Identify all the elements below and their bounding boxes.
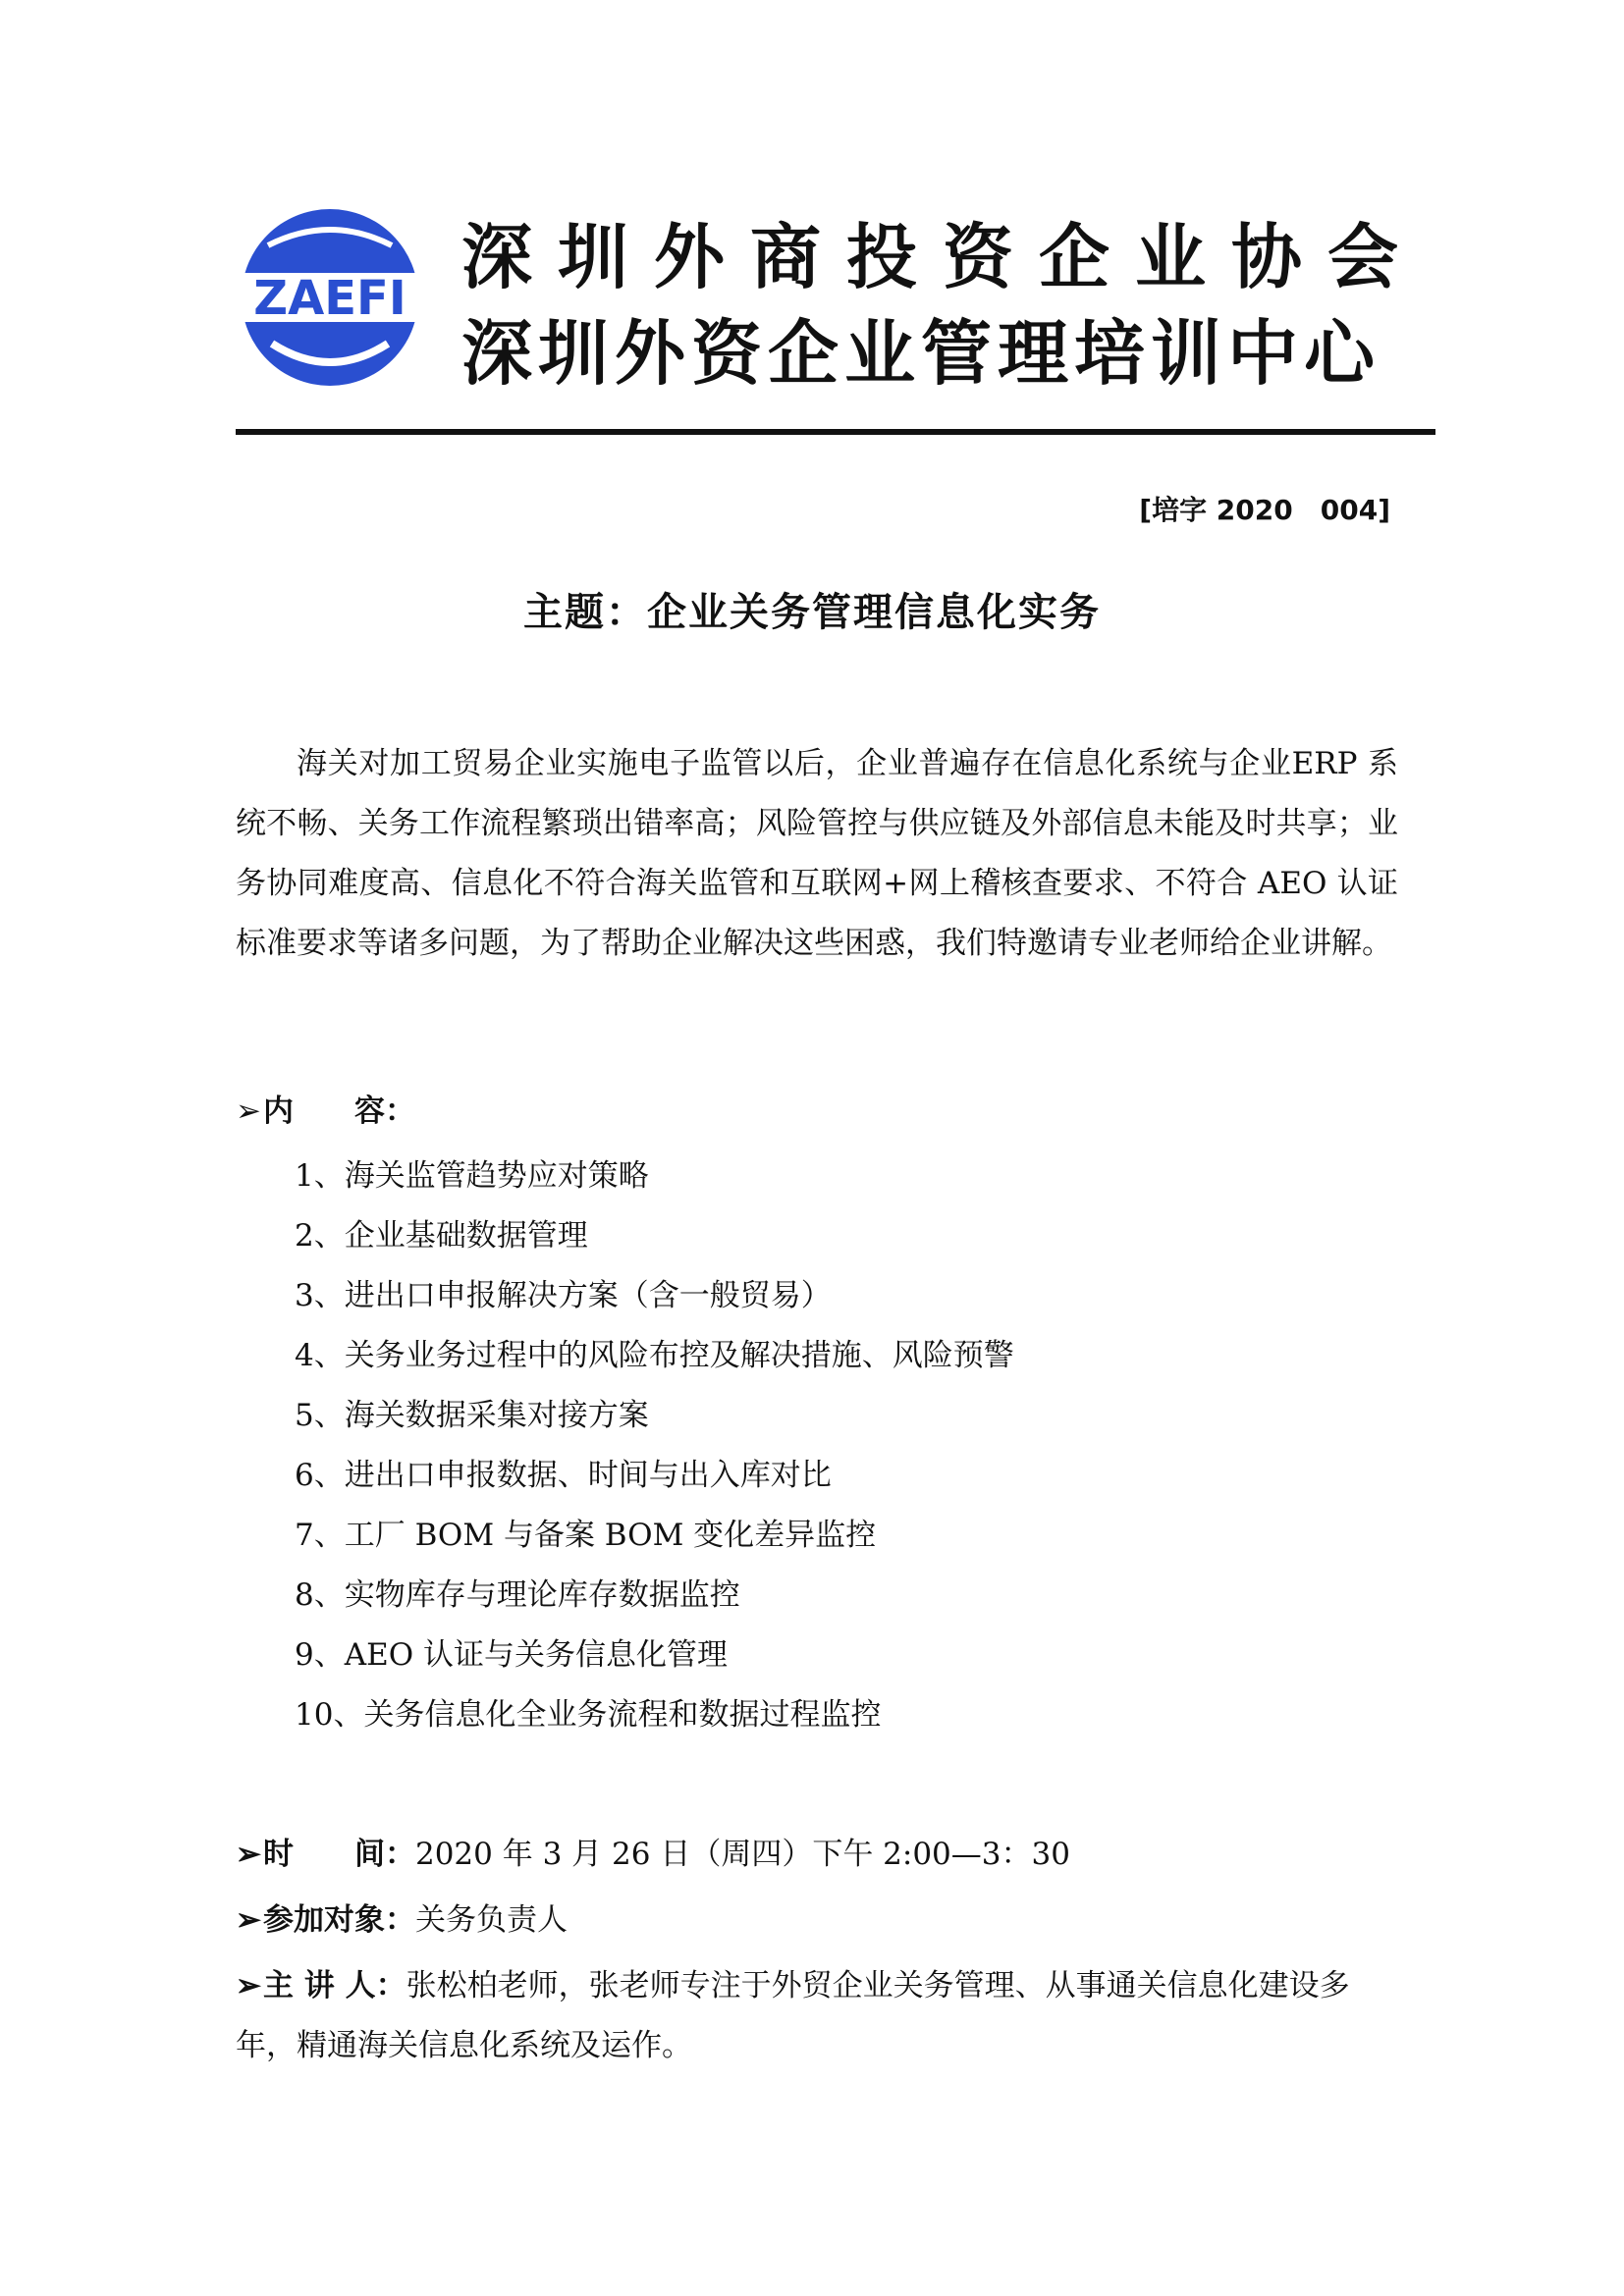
speaker-value: 张松柏老师，张老师专注于外贸企业关务管理、从事通关信息化建设多年，精通海关信息化系统及运作。 [236, 1968, 1350, 2063]
org-name-primary: 深圳外商投资企业协会 [461, 216, 1425, 298]
arrow-bullet-icon: ➢ [236, 1902, 261, 1938]
audience-row [236, 1891, 1398, 1950]
audience-value: 关务负责人 [414, 1902, 568, 1938]
list-item: 2、企业基础数据管理 [295, 1218, 588, 1254]
content-heading [236, 1092, 415, 1131]
list-item: 7、工厂 BOM 与备案 BOM 变化差异监控 [295, 1518, 877, 1553]
list-item: 9、AEO 认证与关务信息化管理 [295, 1637, 729, 1673]
time-label: 时 间： [262, 1837, 415, 1872]
arrow-bullet-icon: ➢ [236, 1094, 261, 1129]
org-name-secondary: 深圳外资企业管理培训中心 [461, 312, 1381, 395]
list-item: 6、进出口申报数据、时间与出入库对比 [295, 1458, 832, 1493]
logo-text: ZAEFI [253, 271, 406, 326]
speaker-row [236, 1956, 1398, 2076]
document-subject: 主题：企业关务管理信息化实务 [523, 590, 1101, 635]
list-item: 5、海关数据采集对接方案 [295, 1398, 649, 1433]
content-list [295, 1147, 1014, 1745]
content-label: 内 容： [262, 1094, 415, 1129]
list-item: 1、海关监管趋势应对策略 [295, 1158, 649, 1194]
audience-label: 参加对象： [262, 1902, 415, 1938]
header-rule [236, 429, 1435, 435]
list-item: 3、进出口申报解决方案（含一般贸易） [295, 1278, 832, 1313]
arrow-bullet-icon: ➢ [236, 1968, 261, 2003]
zaefi-logo [239, 206, 421, 389]
list-item: 10、关务信息化全业务流程和数据过程监控 [295, 1697, 882, 1733]
arrow-bullet-icon: ➢ [236, 1837, 261, 1872]
document-number: [培字 2020 004] [1139, 494, 1390, 526]
speaker-label: 主 讲 人： [262, 1968, 406, 2003]
time-row [236, 1825, 1398, 1885]
list-item: 4、关务业务过程中的风险布控及解决措施、风险预警 [295, 1338, 1014, 1373]
time-value: 2020 年 3 月 26 日（周四）下午 2:00—3：30 [414, 1837, 1070, 1872]
intro-paragraph: 海关对加工贸易企业实施电子监管以后，企业普遍存在信息化系统与企业ERP 系统不畅、关务工作流程繁琐出错率高；风险管控与供应链及外部信息未能及时共享；业务协同难度高、信息化不符合海关监管和互联网+网上稽核查要求、不符合 AEO 认证标准要求等诸多问题，为了帮助企业解决这些困惑，我们特邀请专业老师给企业讲解。 [236, 746, 1398, 961]
list-item: 8、实物库存与理论库存数据监控 [295, 1577, 740, 1613]
